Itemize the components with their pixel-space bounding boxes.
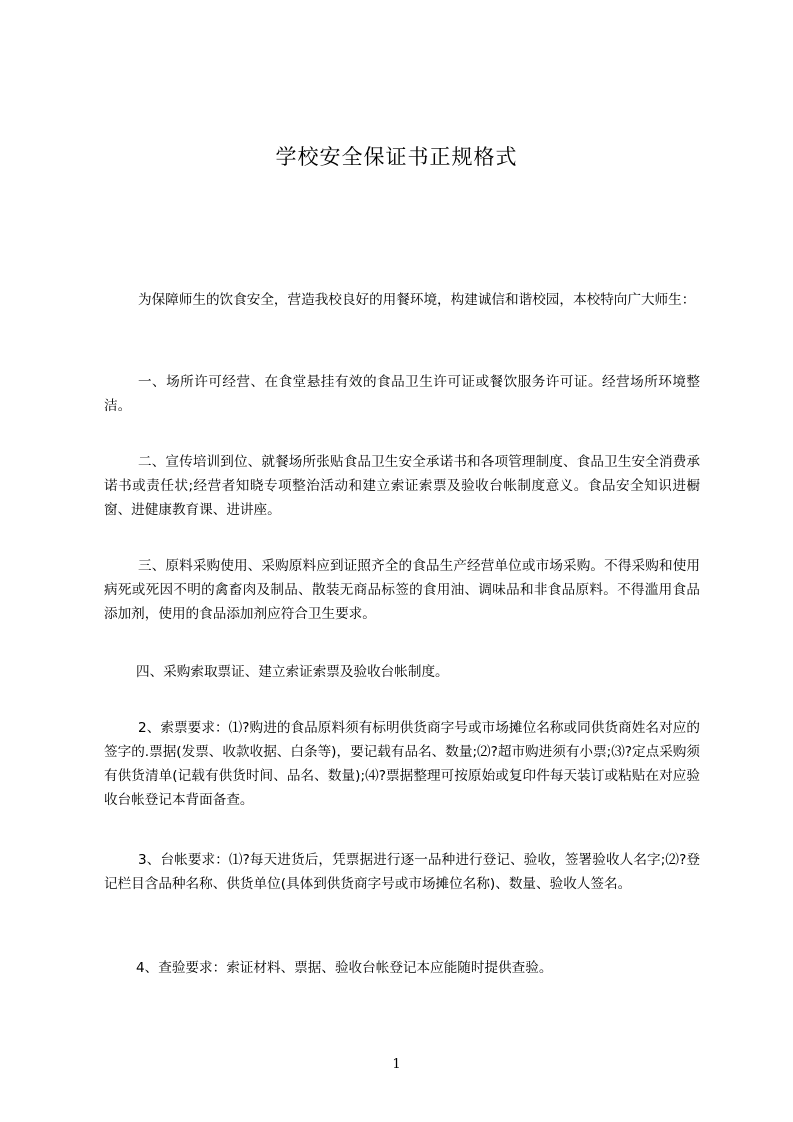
section-four-paragraph: 四、采购索取票证、建立索证索票及验收台帐制度。 [136,664,449,680]
page-title: 学校安全保证书正规格式 [275,145,518,169]
ledger-requirements-paragraph: 3、台帐要求：⑴?每天进货后，凭票据进行逐一品种进行登记、验收，签署验收人名字;⑵?登记栏目含品种名称、供货单位(具体到供货商字号或市场摊位名称)、数量、验收人签名。 [104,852,700,892]
intro-paragraph: 为保障师生的饮食安全，营造我校良好的用餐环境，构建诚信和谐校园，本校特向广大师生： [138,292,696,308]
section-two-paragraph: 二、宣传培训到位、就餐场所张贴食品卫生安全承诺书和各项管理制度、食品卫生安全消费承诺书或责任状;经营者知晓专项整治活动和建立索证索票及验收台帐制度意义。食品安全知识进橱窗、进健康教育课、进讲座。 [104,454,700,518]
page-number: 1 [392,1057,401,1072]
inspection-requirements-paragraph: 4、查验要求：索证材料、票据、验收台帐登记本应能随时提供查验。 [136,960,553,976]
section-three-paragraph: 三、原料采购使用、采购原料应到证照齐全的食品生产经营单位或市场采购。不得采购和使用病死或死因不明的禽畜肉及制品、散装无商品标签的食用油、调味品和非食品原料。不得滥用食品添加剂，使用的食品添加剂应符合卫生要求。 [104,558,700,622]
section-one-paragraph: 一、场所许可经营、在食堂悬挂有效的食品卫生许可证或餐饮服务许可证。经营场所环境整洁。 [104,374,700,414]
invoice-requirements-paragraph: 2、索票要求：⑴?购进的食品原料须有标明供货商字号或市场摊位名称或同供货商姓名对应的签字的.票据(发票、收款收据、白条等)，要记载有品名、数量;⑵?超市购进须有小票;⑶?定点采购须有供货清单(记载有供货时间、品名、数量);⑷?票据整理可按原始或复印件每天装订或粘贴在对应验收台帐登记本背面备查。 [104,720,700,808]
